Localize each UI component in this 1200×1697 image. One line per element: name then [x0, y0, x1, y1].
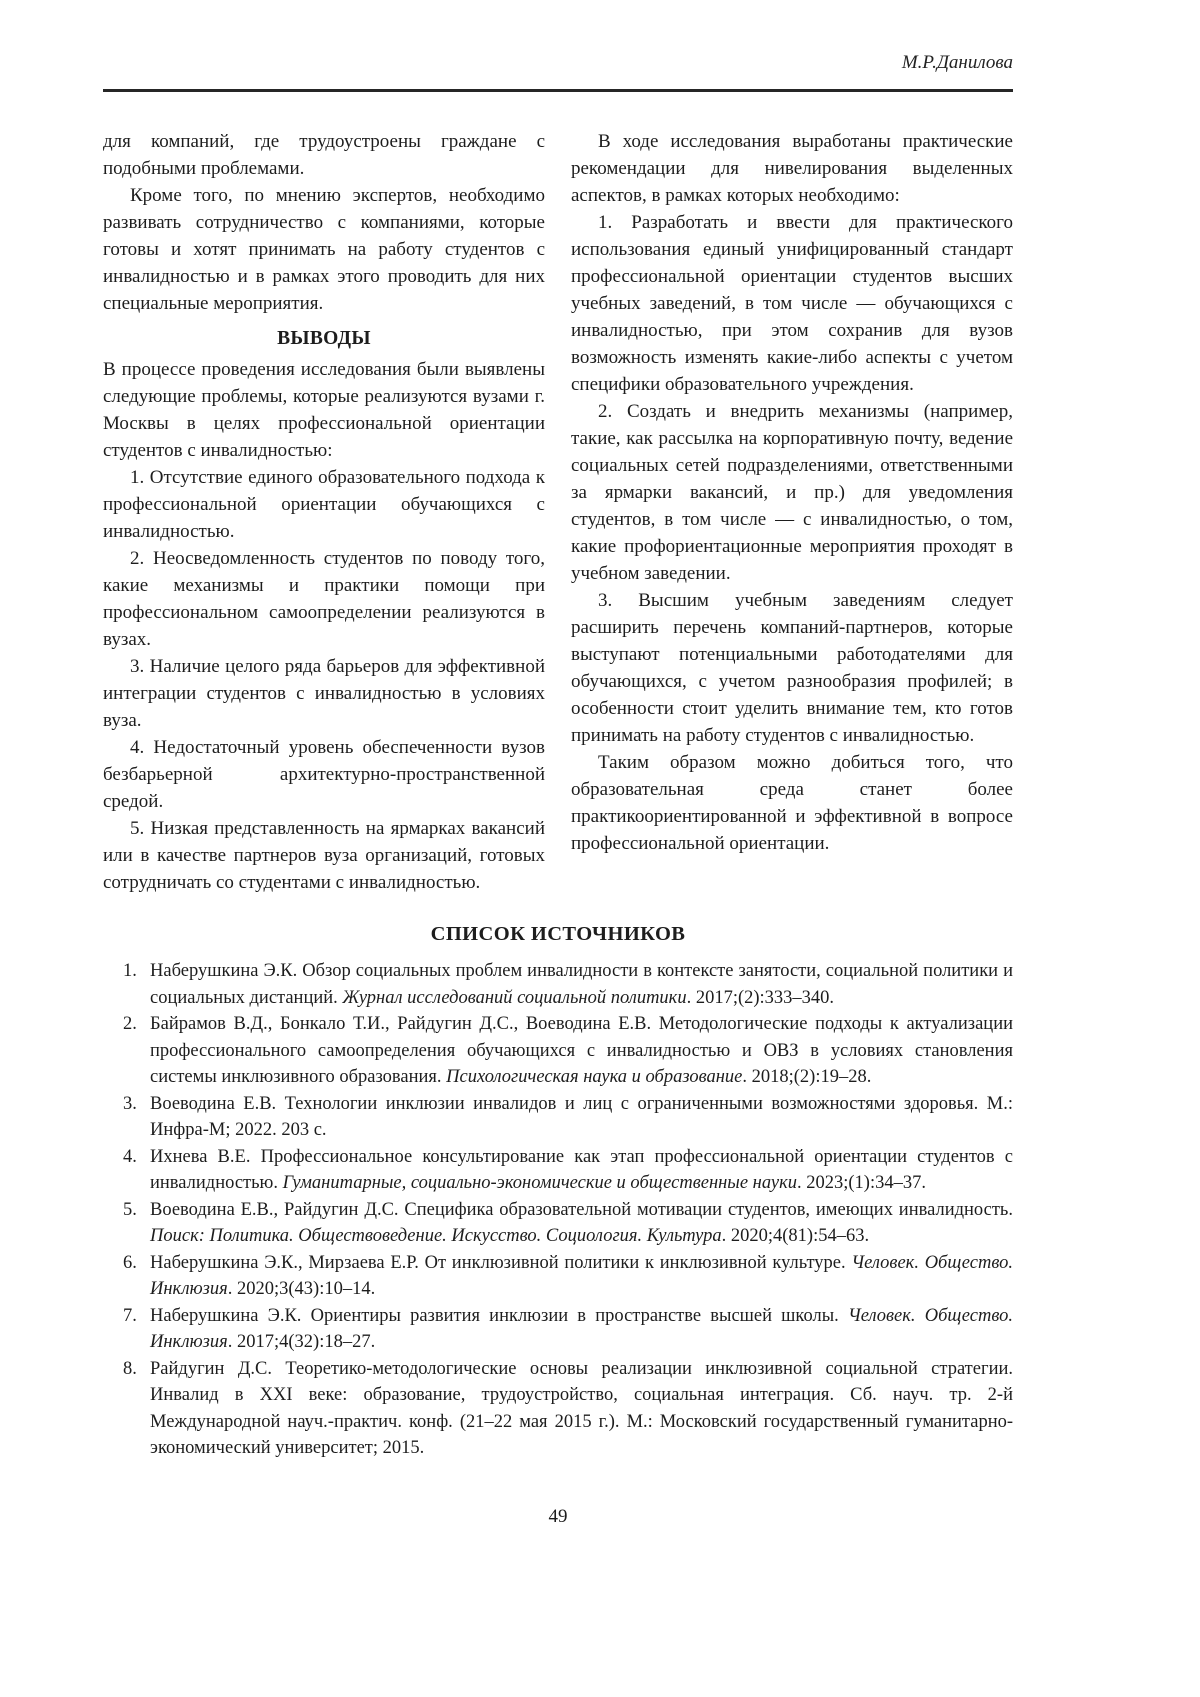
- reference-text: . 2020;4(81):54–63.: [721, 1226, 870, 1246]
- reference-text: Ихнева В.Е. Профессиональное консультирование как этап профессиональной ориентации студентов с инвалидностью.: [150, 1146, 1013, 1193]
- conclusion-item: 5. Низкая представленность на ярмарках вакансий или в качестве партнеров вуза организаций, готовых сотрудничать со студентами с инвалидностью.: [103, 818, 545, 893]
- reference-text: Райдугин Д.С. Теоретико-методологические основы реализации инклюзивной социальной стратегии. Инвалид в XXI веке: образование, трудоустройство, социальная интеграция. Сб. науч. тр. 2-й Международной науч.-практич. конф. (21–22 мая 2015 г.). М.: Московский государственный гуманитарно-экономический университет; 2015.: [150, 1358, 1013, 1458]
- body-paragraph: В процессе проведения исследования были выявлены следующие проблемы, которые реализуются вузами г. Москвы в целях профессиональной ориентации студентов с инвалидностью:: [103, 359, 545, 461]
- reference-text: Наберушкина Э.К. Обзор социальных проблем инвалидности в контексте занятости, социальной политики и социальных дистанций.: [150, 961, 1013, 1008]
- reference-text: . 2018;(2):19–28.: [742, 1067, 872, 1087]
- body-paragraph: Кроме того, по мнению экспертов, необходимо развивать сотрудничество с компаниями, которые готовы и хотят принимать на работу студентов с инвалидностью и в рамках этого проводить для них специальные мероприятия.: [103, 185, 545, 314]
- reference-text: Воеводина Е.В., Райдугин Д.С. Специфика образовательной мотивации студентов, имеющих инвалидность.: [150, 1199, 1013, 1220]
- reference-number: 1.: [123, 961, 137, 981]
- conclusions-heading: ВЫВОДЫ: [277, 328, 371, 349]
- recommendation-item: 2. Создать и внедрить механизмы (например, такие, как рассылка на корпоративную почту, ведение социальных сетей подразделениями, ответственными за ярмарки вакансий, и пр.) для уведомления студентов, в том числе — с инвалидностью, о том, какие профориентационные мероприятия проходят в учебном заведении.: [571, 401, 1013, 584]
- reference-text: Наберушкина Э.К. Ориентиры развития инклюзии в пространстве высшей школы.: [150, 1305, 848, 1326]
- body-paragraph: для компаний, где трудоустроены граждане с подобными проблемами.: [103, 131, 545, 179]
- reference-item: [123, 1303, 1013, 1356]
- reference-text: . 2020;3(43):10–14.: [227, 1279, 376, 1299]
- reference-number: 5.: [123, 1199, 137, 1220]
- conclusion-item: 2. Неосведомленность студентов по поводу того, какие механизмы и практики помощи при профессиональном самоопределении реализуются в вузах.: [103, 548, 545, 650]
- body-paragraph: Таким образом можно добиться того, что образовательная среда станет более практикоориентированной и эффективной в вопросе профессиональной ориентации.: [571, 752, 1013, 854]
- header-rule: [103, 89, 1013, 92]
- reference-number: 3.: [123, 1093, 137, 1114]
- journal-title: Человек. Общество. Инклюзия: [150, 1305, 1013, 1352]
- reference-item: [123, 1011, 1013, 1091]
- reference-text: Байрамов В.Д., Бонкало Т.И., Райдугин Д.С., Воеводина Е.В. Методологические подходы к актуализации профессионального самоопределения обучающихся с инвалидностью и ОВЗ в условиях становления системы инклюзивного образования.: [150, 1014, 1013, 1087]
- author-running-head: М.Р.Данилова: [901, 52, 1013, 73]
- reference-number: 2.: [123, 1014, 137, 1034]
- left-column: [103, 128, 545, 896]
- reference-item: [123, 1356, 1013, 1462]
- right-column: [571, 128, 1013, 896]
- page-number: 49: [548, 1505, 568, 1527]
- reference-item: [123, 1197, 1013, 1250]
- reference-item: [123, 1250, 1013, 1303]
- reference-item: [123, 1144, 1013, 1197]
- sources-heading: СПИСОК ИСТОЧНИКОВ: [430, 923, 686, 945]
- reference-number: 7.: [123, 1305, 137, 1326]
- reference-text: . 2017;(2):333–340.: [686, 987, 835, 1008]
- reference-text: . 2023;(1):34–37.: [796, 1173, 926, 1193]
- journal-title: Гуманитарные, социально-экономические и общественные науки: [282, 1173, 797, 1193]
- body-paragraph: В ходе исследования выработаны практические рекомендации для нивелирования выделенных аспектов, в рамках которых необходимо:: [571, 131, 1013, 206]
- recommendation-item: 1. Разработать и ввести для практического использования единый унифицированный стандарт профессиональной ориентации студентов высших учебных заведений, в том числе — обучающихся с инвалидностью, при этом сохранив для вузов возможность изменять какие-либо аспекты с учетом специфики образовательного учреждения.: [571, 212, 1013, 395]
- references-list: [123, 958, 1013, 1462]
- reference-number: 8.: [123, 1358, 137, 1379]
- conclusion-item: 3. Наличие целого ряда барьеров для эффективной интеграции студентов с инвалидностью в условиях вуза.: [103, 656, 545, 731]
- two-column-body: [103, 128, 1013, 896]
- reference-number: 6.: [123, 1252, 137, 1273]
- reference-text: Наберушкина Э.К., Мирзаева Е.Р. От инклюзивной политики к инклюзивной культуре.: [150, 1252, 852, 1273]
- reference-item: [123, 958, 1013, 1011]
- conclusion-item: 1. Отсутствие единого образовательного подхода к профессиональной ориентации обучающихся с инвалидностью.: [103, 467, 545, 542]
- reference-text: Воеводина Е.В. Технологии инклюзии инвалидов и лиц с ограниченными возможностями здоровья. М.: Инфра-М; 2022. 203 с.: [150, 1093, 1013, 1140]
- journal-title: Журнал исследований социальной политики: [342, 987, 687, 1008]
- reference-text: . 2017;4(32):18–27.: [227, 1332, 376, 1352]
- reference-number: 4.: [123, 1146, 137, 1167]
- recommendation-item: 3. Высшим учебным заведениям следует расширить перечень компаний-партнеров, которые выступают потенциальными работодателями для обучающихся, с учетом разнообразия профилей; в особенности стоит уделить внимание тем, кто готов принимать на работу студентов с инвалидностью.: [571, 590, 1013, 746]
- page-content: [103, 0, 1013, 1528]
- reference-item: [123, 1091, 1013, 1144]
- journal-title: Психологическая наука и образование: [446, 1067, 743, 1087]
- conclusion-item: 4. Недостаточный уровень обеспеченности вузов безбарьерной архитектурно-пространственной средой.: [103, 737, 545, 812]
- journal-title: Человек. Общество. Инклюзия: [150, 1252, 1013, 1299]
- journal-title: Поиск: Политика. Обществоведение. Искусство. Социология. Культура: [150, 1226, 722, 1246]
